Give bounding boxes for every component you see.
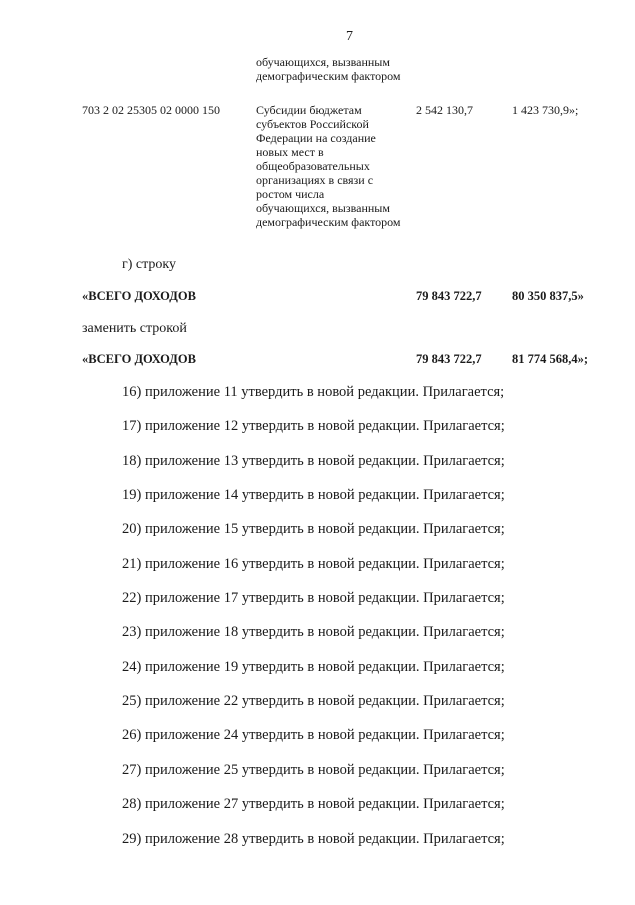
table-row-code: 703 2 02 25305 02 0000 150 bbox=[82, 103, 220, 117]
list-item: 20) приложение 15 утвердить в новой редакции. Прилагается; bbox=[122, 521, 505, 537]
list-item: 23) приложение 18 утвердить в новой редакции. Прилагается; bbox=[122, 624, 505, 640]
table-row-description-line: Федерации на создание bbox=[256, 131, 376, 145]
table-row-description-line: Субсидии бюджетам bbox=[256, 103, 362, 117]
list-item: 26) приложение 24 утвердить в новой редакции. Прилагается; bbox=[122, 727, 505, 743]
list-item: 16) приложение 11 утвердить в новой редакции. Прилагается; bbox=[122, 384, 505, 400]
list-item: 19) приложение 14 утвердить в новой редакции. Прилагается; bbox=[122, 487, 505, 503]
table-row-description-line: ростом числа bbox=[256, 187, 325, 201]
subpoint-g: г) строку bbox=[122, 257, 177, 272]
list-item: 18) приложение 13 утвердить в новой редакции. Прилагается; bbox=[122, 453, 505, 469]
list-item: 25) приложение 22 утвердить в новой редакции. Прилагается; bbox=[122, 693, 505, 709]
total-new-value-2: 81 774 568,4»; bbox=[512, 352, 589, 366]
table-row-value-2: 1 423 730,9»; bbox=[512, 103, 579, 117]
total-new-label: «ВСЕГО ДОХОДОВ bbox=[82, 352, 196, 366]
list-item: 29) приложение 28 утвердить в новой редакции. Прилагается; bbox=[122, 831, 505, 847]
list-item: 17) приложение 12 утвердить в новой редакции. Прилагается; bbox=[122, 418, 505, 434]
table-row-value-1: 2 542 130,7 bbox=[416, 103, 473, 117]
table-row-description-line: новых мест в bbox=[256, 145, 324, 159]
total-old-label: «ВСЕГО ДОХОДОВ bbox=[82, 289, 196, 303]
total-new-value-1: 79 843 722,7 bbox=[416, 352, 482, 366]
list-item: 27) приложение 25 утвердить в новой редакции. Прилагается; bbox=[122, 762, 505, 778]
total-old-value-1: 79 843 722,7 bbox=[416, 289, 482, 303]
total-old-value-2: 80 350 837,5» bbox=[512, 289, 584, 303]
table-row-description-line: организациях в связи с bbox=[256, 173, 374, 187]
table-row-description-line: общеобразовательных bbox=[256, 159, 370, 173]
list-item: 21) приложение 16 утвердить в новой редакции. Прилагается; bbox=[122, 556, 505, 572]
table-row-description-line: субъектов Российской bbox=[256, 117, 369, 131]
table-row-description-line: демографическим фактором bbox=[256, 215, 401, 229]
list-item: 24) приложение 19 утвердить в новой редакции. Прилагается; bbox=[122, 659, 505, 675]
replace-text: заменить строкой bbox=[82, 321, 187, 336]
table-row-description-line: обучающихся, вызванным bbox=[256, 201, 390, 215]
table-continuation-line: демографическим фактором bbox=[256, 69, 401, 83]
list-item: 22) приложение 17 утвердить в новой редакции. Прилагается; bbox=[122, 590, 505, 606]
page-number: 7 bbox=[346, 29, 353, 44]
list-item: 28) приложение 27 утвердить в новой редакции. Прилагается; bbox=[122, 796, 505, 812]
table-continuation-line: обучающихся, вызванным bbox=[256, 55, 390, 69]
